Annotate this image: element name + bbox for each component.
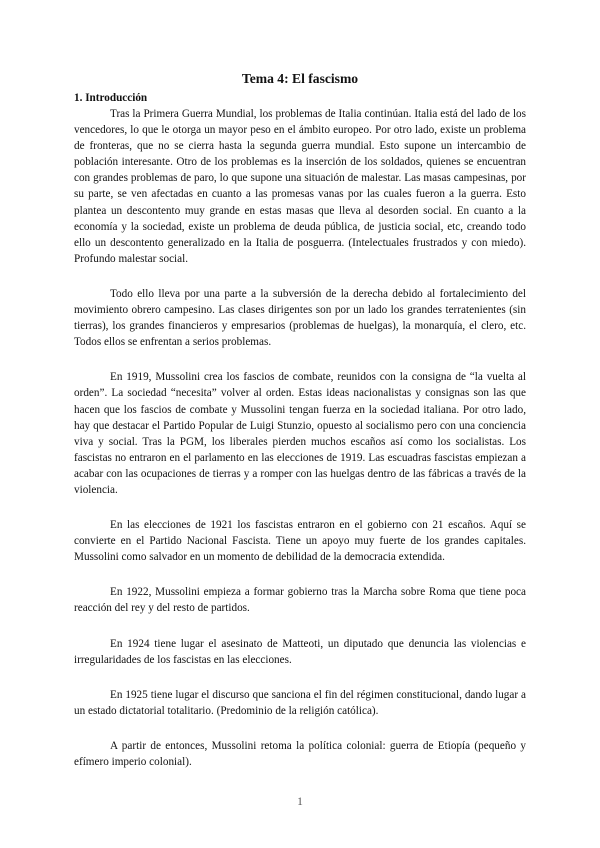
page-number: 1	[297, 796, 303, 808]
paragraph: En las elecciones de 1921 los fascistas entraron en el gobierno con 21 escaños. Aquí se convierte en el Partido Nacional Fascista. Tiene un apoyo muy fuerte de los grandes capitales. Mussolini como salvador en un momento de debilidad de la democracia extendida.	[74, 519, 526, 564]
paragraph: En 1925 tiene lugar el discurso que sanciona el fin del régimen constitucional, dando lugar a un estado dictatorial totalitario. (Predominio de la religión católica).	[74, 688, 526, 717]
paragraph: Tras la Primera Guerra Mundial, los problemas de Italia continúan. Italia está del lado de los vencedores, lo que le otorga un mayor peso en el ámbito europeo. Por otro lado, existe un problema de fronteras, que no se cierra hasta la segunda guerra mundial. Esto supone un intercambio de población interesante. Otro de los problemas es la inserción de los soldados, quienes se encuentran con grandes problemas de paro, lo que supone una situación de malestar. Las masas campesinas, por su parte, se ven afectadas en cuanto a las promesas vanas por las cuales fueron a la guerra. Esto plantea un descontento muy grande en estas masas que lleva al desorden social. En cuanto a la economía y la sociedad, existe un problema de deuda pública, de justicia social, etc, creando todo ello un descontento generalizado en la Italia de posguerra. (Intelectuales frustrados y con miedo). Profundo malestar social.	[74, 108, 526, 265]
paragraph: A partir de entonces, Mussolini retoma la política colonial: guerra de Etiopía (pequeño y efímero imperio colonial).	[74, 739, 526, 768]
section-heading: 1. Introducción	[74, 92, 148, 104]
paragraph: Todo ello lleva por una parte a la subversión de la derecha debido al fortalecimiento del movimiento obrero campesino. Las clases dirigentes son por un lado los grandes terratenientes (sin tierras), los grandes financieros y empresarios (problemas de huelgas), la monarquía, el clero, etc. Todos ellos se enfrentan a serios problemas.	[74, 287, 526, 349]
page-content	[74, 71, 526, 789]
paragraph: En 1919, Mussolini crea los fascios de combate, reunidos con la consigna de “la vuelta al orden”. La sociedad “necesita” volver al orden. Estas ideas nacionalistas y consignas son las que hacen que los fascios de combate y Mussolini tengan fuerza en la sociedad italiana. Por otro lado, hay que destacar el Partido Popular de Luigi Stunzio, opuesto al socialismo pero con una conciencia viva y social. Tras la PGM, los liberales pierden muchos escaños así como los socialistas. Los fascistas no entraron en el parlamento en las elecciones de 1919. Las escuadras fascistas empiezan a acabar con las ocupaciones de tierras y a romper con las huelgas dentro de las fábricas a través de la violencia.	[74, 371, 526, 496]
paragraph: En 1924 tiene lugar el asesinato de Matteoti, un diputado que denuncia las violencias e irregularidades de los fascistas en las elecciones.	[74, 637, 526, 666]
document-title: Tema 4: El fascismo	[241, 71, 359, 86]
paragraph: En 1922, Mussolini empieza a formar gobierno tras la Marcha sobre Roma que tiene poca reacción del rey y del resto de partidos.	[74, 586, 526, 615]
